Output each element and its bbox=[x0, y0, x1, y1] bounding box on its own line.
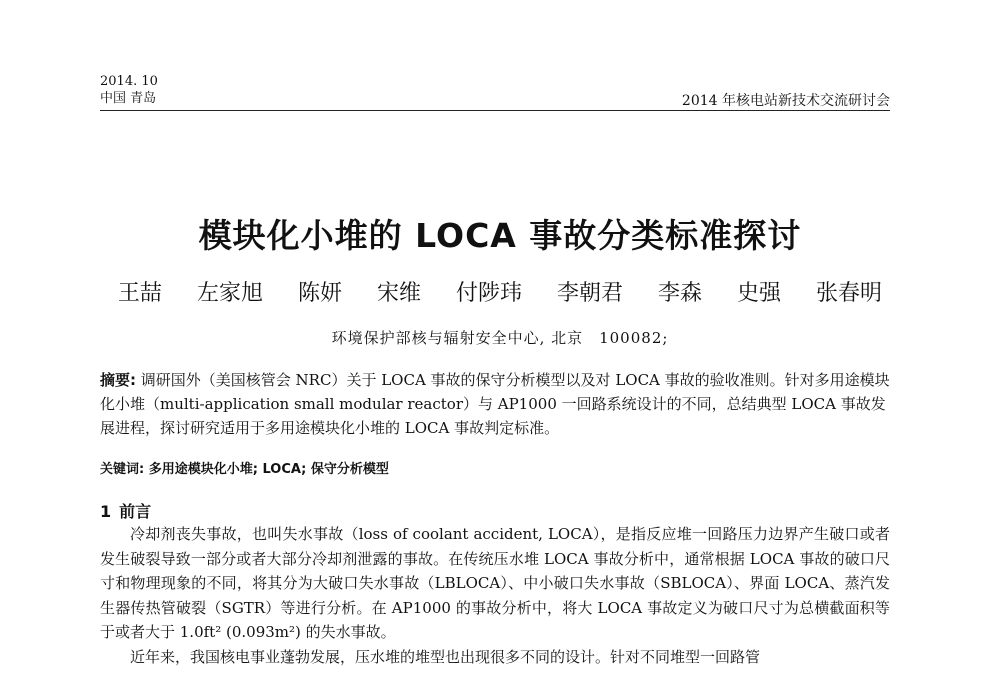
section-number: 1 bbox=[100, 502, 112, 521]
abstract bbox=[100, 368, 890, 440]
header-location: 中国 青岛 bbox=[100, 91, 157, 106]
header-date: 2014. 10 bbox=[100, 74, 158, 89]
paragraph: 近年来，我国核电事业蓬勃发展，压水堆的堆型也出现很多不同的设计。针对不同堆型一回路管 bbox=[130, 647, 761, 666]
paragraph: 冷却剂丧失事故，也叫失水事故（loss of coolant accident, LOCA），是指反应堆一回路压力边界产生破口或者发生破裂导致一部分或者大部分冷却剂泄露的事故。在传统压水堆 LOCA 事故分析中，通常根据 LOCA 事故的破口尺寸和物理现象的不同，将其分为大破口失水事故（LBLOCA）、中小破口失水事故（SBLOCA）、界面 LOCA、蒸汽发生器传热管破裂（SGTR）等进行分析。在 AP1000 的事故分析中，将大 LOCA 事故定义为破口尺寸为总横截面积等于或者大于 1.0ft² (0.093m²) 的失水事故。 bbox=[100, 525, 890, 641]
abstract-text: 调研国外（美国核管会 NRC）关于 LOCA 事故的保守分析模型以及对 LOCA 事故的验收准则。针对多用途模块化小堆（multi-application small modular reactor）与 AP1000 一回路系统设计的不同，总结典型 LOCA 事故发展进程，探讨研究适用于多用途模块化小堆的 LOCA 事故判定标准。 bbox=[100, 371, 890, 437]
affiliation: 环境保护部核与辐射安全中心, 北京 100082; bbox=[331, 329, 669, 347]
author-name: 张春明 bbox=[816, 281, 883, 306]
author-name: 付陟玮 bbox=[455, 281, 522, 306]
author-name: 李朝君 bbox=[557, 281, 624, 306]
header-left bbox=[100, 73, 158, 107]
author-name: 宋维 bbox=[376, 281, 421, 306]
author-name: 陈妍 bbox=[297, 281, 342, 306]
header-conference: 2014 年核电站新技术交流研讨会 bbox=[681, 93, 890, 109]
author-name: 左家旭 bbox=[196, 281, 263, 306]
author-list bbox=[0, 276, 1000, 307]
keywords: 关键词: 多用途模块化小堆; LOCA; 保守分析模型 bbox=[100, 462, 389, 477]
author-name: 史强 bbox=[737, 281, 782, 306]
header-rule bbox=[100, 110, 890, 111]
section-title: 前言 bbox=[119, 502, 152, 521]
abstract-label: 摘要: bbox=[100, 371, 136, 389]
author-name: 王喆 bbox=[117, 281, 162, 306]
paper-title: 模块化小堆的 LOCA 事故分类标准探讨 bbox=[198, 216, 802, 255]
section-heading bbox=[100, 499, 159, 522]
author-name: 李森 bbox=[658, 281, 703, 306]
body-text bbox=[100, 522, 890, 669]
